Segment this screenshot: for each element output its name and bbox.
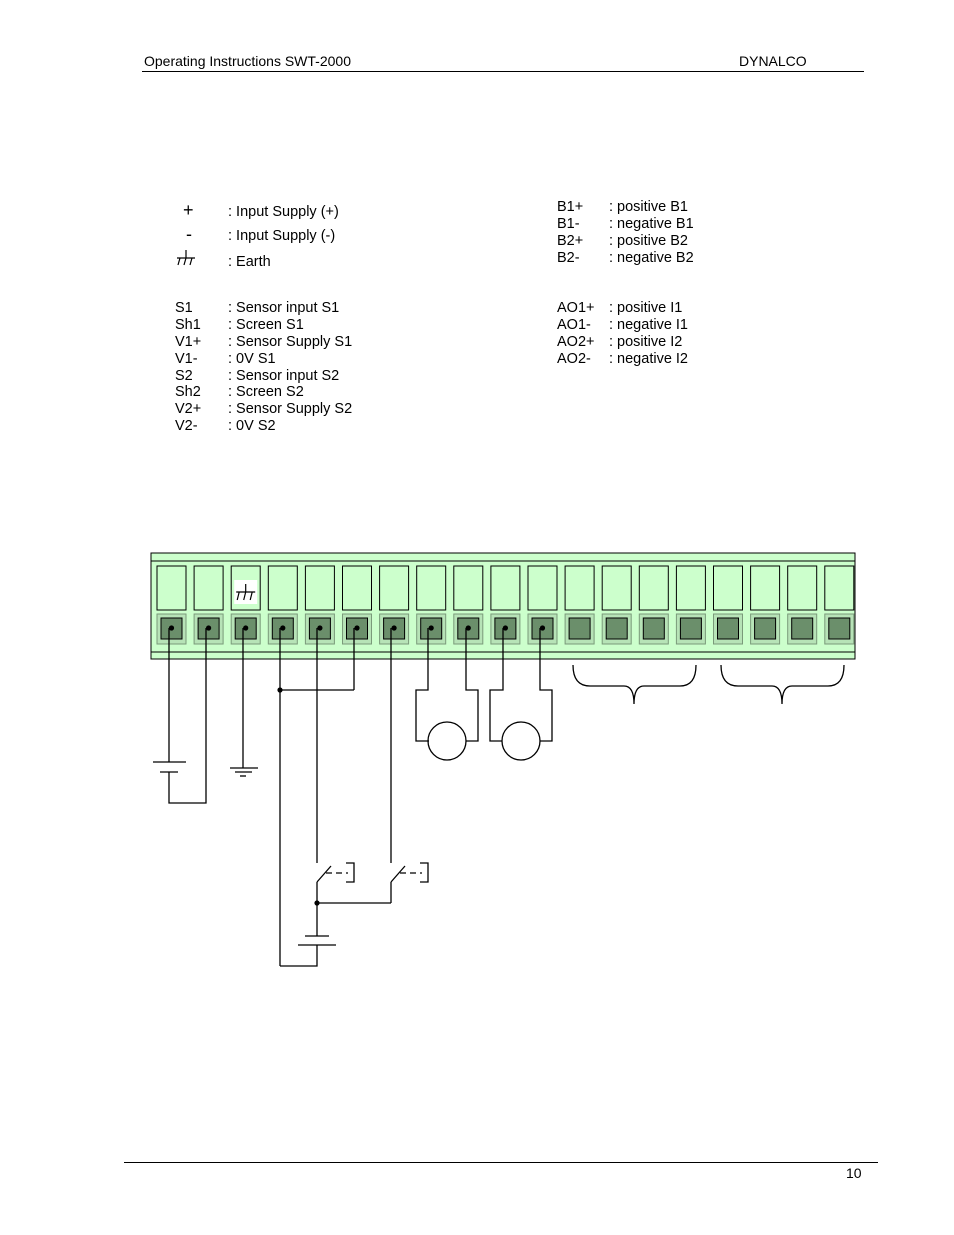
terminal-cell: [825, 566, 854, 610]
terminal-cell: [602, 566, 631, 610]
terminal-cell: [305, 566, 334, 610]
terminal-cell: [194, 566, 223, 610]
legend-code: V2-: [175, 418, 198, 434]
terminal-dot: [354, 625, 359, 630]
terminal-cell: [491, 566, 520, 610]
terminal-screw: [569, 618, 590, 639]
terminal-cell: [788, 566, 817, 610]
legend-code: V2+: [175, 401, 202, 417]
terminal-screw: [755, 618, 776, 639]
plus-symbol: +: [183, 200, 194, 220]
terminal-dot: [280, 625, 285, 630]
legend-code: B2+: [557, 233, 584, 249]
terminal-cell: [268, 566, 297, 610]
terminal-cell: [639, 566, 668, 610]
legend-text: : 0V S2: [228, 418, 276, 434]
page-number: 10: [846, 1165, 862, 1181]
terminal-dot: [540, 625, 545, 630]
legend-code: AO1-: [557, 317, 591, 333]
legend-text: : Screen S1: [228, 317, 304, 333]
legend-code: S2: [175, 368, 193, 384]
terminal-cell: [454, 566, 483, 610]
legend-code: B1-: [557, 216, 580, 232]
legend-code: V1+: [175, 334, 202, 350]
legend-code: V1-: [175, 351, 198, 367]
legend-text: : positive B1: [609, 199, 688, 215]
legend-power-text: : Input Supply (-): [228, 228, 336, 244]
terminal-cell: [380, 566, 409, 610]
terminal-cell: [417, 566, 446, 610]
legend-code: AO2-: [557, 351, 591, 367]
terminal-screw: [643, 618, 664, 639]
legend-code: Sh2: [175, 384, 201, 400]
header-title: Operating Instructions SWT-2000: [144, 53, 351, 69]
terminal-screw: [829, 618, 850, 639]
terminal-screw: [718, 618, 739, 639]
legend-code: AO1+: [557, 300, 595, 316]
legend-power-text: : Earth: [228, 254, 271, 270]
legend-text: : Screen S2: [228, 384, 304, 400]
legend-text: : negative B2: [609, 250, 694, 266]
terminal-screw: [792, 618, 813, 639]
header-brand: DYNALCO: [739, 53, 807, 69]
legend-code: B1+: [557, 199, 584, 215]
terminal-dot: [392, 625, 397, 630]
legend-text: : negative B1: [609, 216, 694, 232]
junction-dots: [277, 687, 319, 905]
terminal-cell: [676, 566, 705, 610]
legend-text: : positive B2: [609, 233, 688, 249]
earth-icon: [234, 580, 257, 604]
terminal-screw: [680, 618, 701, 639]
legend-text: : Sensor input S2: [228, 368, 340, 384]
legend-code: S1: [175, 300, 193, 316]
legend-text: : positive I2: [609, 334, 683, 350]
terminal-cell: [157, 566, 186, 610]
legend-power-text: : Input Supply (+): [228, 204, 339, 220]
terminal-dot: [317, 625, 322, 630]
terminal-cell: [565, 566, 594, 610]
terminal-dot: [206, 625, 211, 630]
terminal-cell: [528, 566, 557, 610]
legend-code: Sh1: [175, 317, 201, 333]
legend-text: : negative I1: [609, 317, 688, 333]
wiring: [153, 628, 844, 966]
terminal-cell: [751, 566, 780, 610]
terminal-cell: [343, 566, 372, 610]
legend-text: : 0V S1: [228, 351, 276, 367]
terminal-screw: [606, 618, 627, 639]
legend-text: : Sensor Supply S1: [228, 334, 353, 350]
terminal-dot: [169, 625, 174, 630]
legend-code: B2-: [557, 250, 580, 266]
footer-rule: [124, 1162, 878, 1163]
legend-text: : Sensor input S1: [228, 300, 340, 316]
terminal-dot: [243, 625, 248, 630]
legend-text: : positive I1: [609, 300, 683, 316]
legend-text: : Sensor Supply S2: [228, 401, 353, 417]
minus-symbol: -: [186, 224, 192, 244]
terminal-cell: [714, 566, 743, 610]
legend-text: : negative I2: [609, 351, 688, 367]
terminal-dot: [429, 625, 434, 630]
legend-code: AO2+: [557, 334, 595, 350]
